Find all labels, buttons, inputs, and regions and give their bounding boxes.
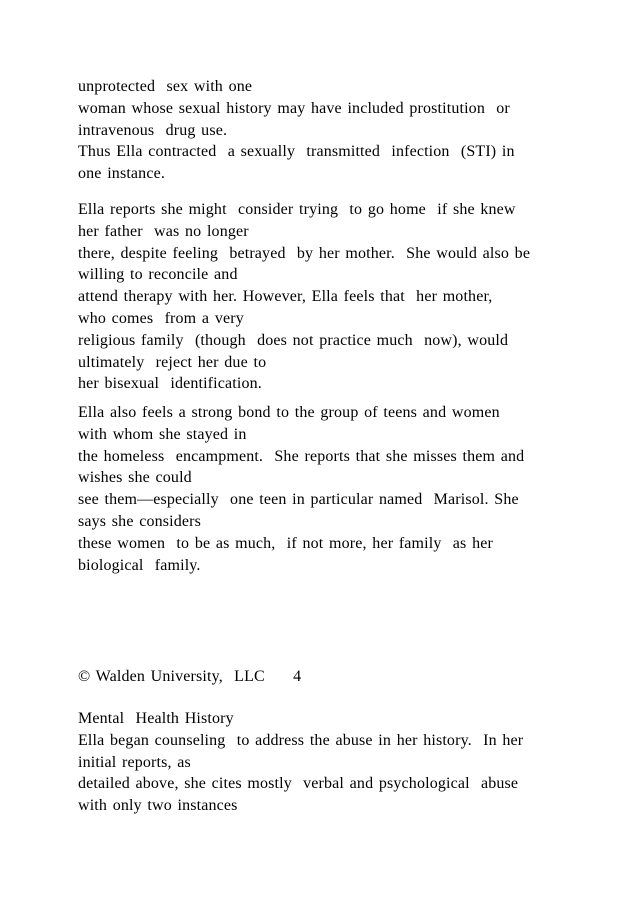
text-line: Ella also feels a strong bond to the group of teens and women (78, 404, 500, 421)
text-line: initial reports, as (78, 753, 191, 771)
text-line: with only two instances (78, 797, 238, 815)
text-line: her bisexual identification. (78, 375, 262, 393)
text-line: detailed above, she cites mostly verbal and psychological abuse (78, 775, 519, 793)
paragraph-sexual-history (78, 76, 598, 185)
text-line: says she considers (78, 512, 202, 530)
text-line: willing to reconcile and (78, 266, 238, 284)
text-line: woman whose sexual history may have included prostitution or (78, 99, 510, 117)
text-line: attend therapy with her. However, Ella feels that her mother, (78, 288, 493, 306)
section-heading: Mental Health History (78, 710, 234, 727)
page-number: 4 (293, 668, 302, 685)
text-line: Ella reports she might consider trying to go home if she knew (78, 201, 516, 218)
text-line: there, despite feeling betrayed by her mother. She would also be (78, 244, 531, 262)
section-mental-health-history (78, 708, 598, 817)
text-line: her father was no longer (78, 222, 249, 240)
text-line: unprotected sex with one (78, 78, 253, 95)
text-line: religious family (though does not practice much now), would (78, 331, 509, 349)
text-line: these women to be as much, if not more, her family as her (78, 534, 493, 552)
copyright-text: © Walden University, LLC (78, 668, 265, 685)
text-line: Ella began counseling to address the abuse in her history. In her (78, 731, 524, 749)
text-line: wishes she could (78, 469, 192, 487)
page-footer (78, 666, 598, 688)
paragraph-family-situation (78, 199, 598, 395)
text-line: one instance. (78, 165, 165, 183)
text-line: the homeless encampment. She reports that she misses them and (78, 447, 525, 465)
text-line: intravenous drug use. (78, 121, 228, 139)
text-line: with whom she stayed in (78, 425, 247, 443)
text-line: see them—especially one teen in particular named Marisol. She (78, 491, 519, 509)
text-line: who comes from a very (78, 309, 244, 327)
text-line: Thus Ella contracted a sexually transmitted infection (STI) in (78, 143, 515, 161)
footer-line (78, 666, 598, 688)
paragraph-encampment-bond (78, 402, 598, 576)
text-line: ultimately reject her due to (78, 353, 267, 371)
text-line: biological family. (78, 556, 201, 574)
